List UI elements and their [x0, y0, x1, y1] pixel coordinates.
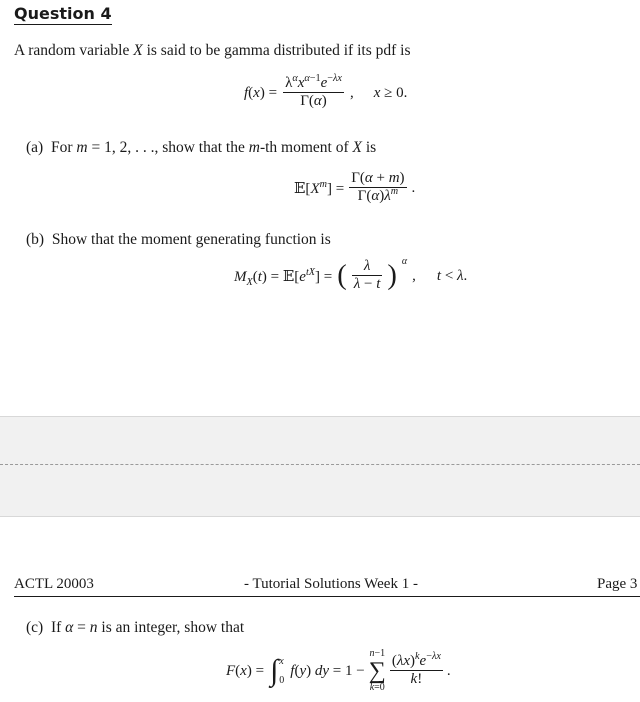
- part-c-fraction: $\frac{(\lambda x)^ke^{-\lambda x}}{k!}$: [391, 651, 441, 687]
- integral-lower-limit: 0: [279, 675, 285, 686]
- integral-sign: ∫: [270, 654, 279, 687]
- intro-text: A random variable X is said to be gamma distributed if its pdf is: [14, 42, 411, 59]
- part-c-text: (c) If α = n is an integer, show that: [26, 619, 245, 636]
- question-heading: [14, 4, 112, 25]
- part-a-lhs: $𝔼[X^m]$ =: [294, 178, 345, 197]
- part-b-text: (b) Show that the moment generating function is: [26, 231, 331, 248]
- pdf-fraction: $\frac{\lambda^\alpha x^{\alpha-1}e^{-\lambda x}}{\Gamma(\alpha)}$: [285, 73, 342, 109]
- part-a-formula: $𝔼[X^m]$ = $\frac{\Gamma(\alpha + m)}{\Gamma(\alpha)\lambda^m}$ .: [294, 170, 416, 204]
- pdf-condition: x ≥ 0.: [373, 84, 408, 101]
- footer-page: Page 3: [597, 576, 638, 592]
- page-break-dashed-line: [0, 464, 640, 465]
- part-c-integrand: f(y) dy = 1 −: [290, 662, 365, 679]
- part-b-condition: t < λ.: [436, 267, 468, 284]
- footer-center: - Tutorial Solutions Week 1 -: [244, 576, 418, 592]
- part-c-lhs: F(x) =: [226, 662, 265, 679]
- integral-upper-limit: x: [279, 656, 284, 667]
- page-break-band: [0, 416, 640, 517]
- question-title: Question 4: [14, 4, 112, 23]
- footer-rule: [14, 596, 640, 597]
- footer-course: ACTL 20003: [14, 576, 94, 592]
- part-b-formula: $M_X(t)$ = $𝔼[e^{tX}]$ = ( $\frac{\lambda}{\lambda - t}$ ) $^\alpha$ , t < λ.: [234, 256, 468, 292]
- sum-operator: n−1 ∑ k=0: [368, 648, 386, 693]
- part-b-lhs: $M_X(t)$ = $𝔼[e^{tX}]$ =: [234, 266, 333, 288]
- part-a-text: (a) For m = 1, 2, . . ., show that the m-th moment of X is: [26, 139, 377, 156]
- part-a-fraction: $\frac{\Gamma(\alpha + m)}{\Gamma(\alpha)\lambda^m}$: [351, 170, 405, 204]
- pdf-lhs: f(x) =: [244, 84, 278, 101]
- part-c-formula: F(x) = ∫ x 0 f(y) dy = 1 − n−1 ∑ k=0 $\frac{(\lambda x)^ke^{-\lambda x}}{k!}$ .: [226, 648, 451, 693]
- part-b-fraction: $\frac{\lambda}{\lambda - t}$: [353, 258, 381, 292]
- pdf-formula: f(x) = $\frac{\lambda^\alpha x^{\alpha-1}e^{-\lambda x}}{\Gamma(\alpha)}$ , x ≥ 0.: [244, 73, 408, 109]
